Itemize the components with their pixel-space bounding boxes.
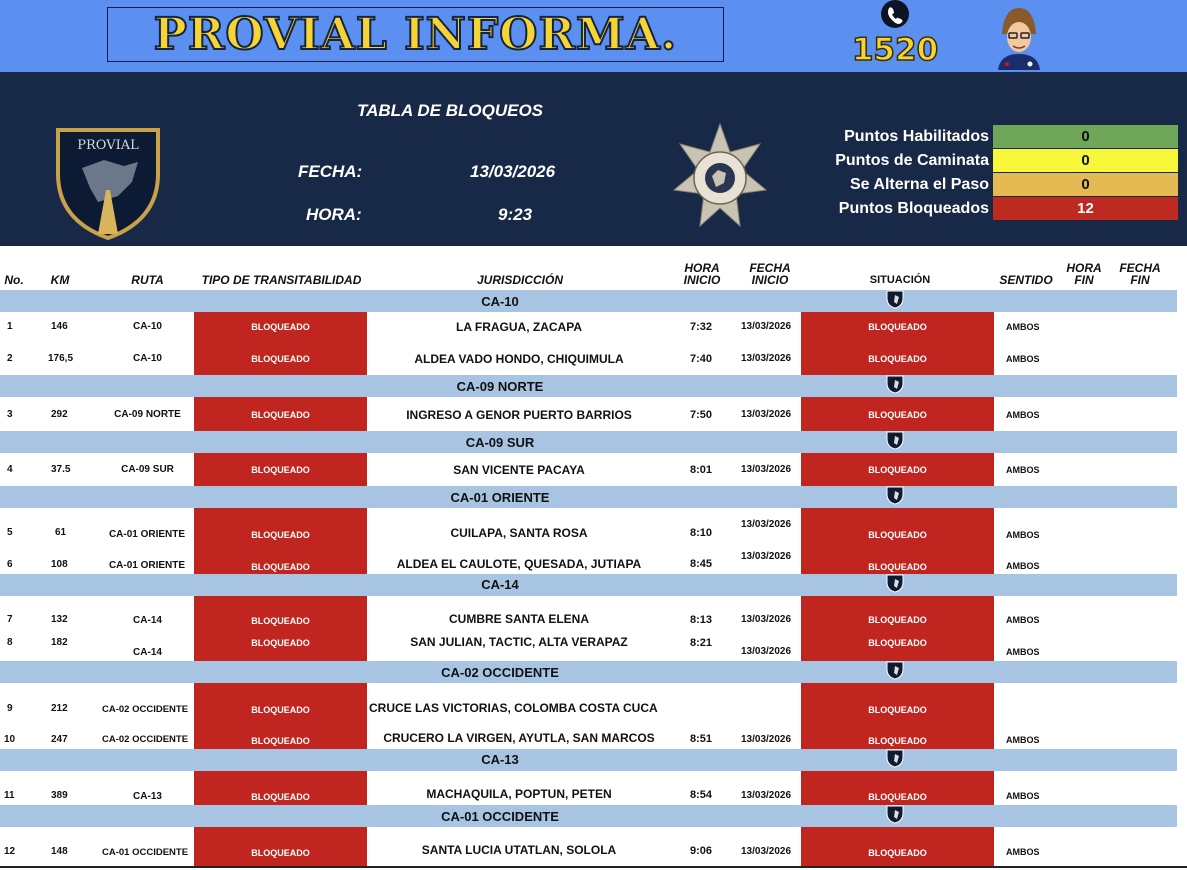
group-name: CA-01 OCCIDENTE: [441, 809, 559, 824]
cell-sentido: AMBOS: [1006, 791, 1040, 801]
fecha-value: 13/03/2026: [470, 162, 556, 181]
provial-mini-shield-icon: [886, 290, 904, 309]
col-header-jurisdiccion: JURISDICCIÓN: [476, 273, 563, 287]
cell-jurisdiccion: ALDEA VADO HONDO, CHIQUIMULA: [414, 352, 624, 366]
cell-situacion: BLOQUEADO: [868, 410, 927, 420]
cell-no: 11: [4, 790, 15, 801]
situacion-block: [801, 596, 994, 661]
cell-fecha-inicio: 13/03/2026: [741, 551, 792, 562]
cell-km: 61: [55, 527, 67, 538]
cell-tipo: BLOQUEADO: [251, 354, 310, 364]
cell-situacion: BLOQUEADO: [868, 354, 927, 364]
cell-no: 10: [4, 734, 16, 745]
cell-no: 1: [7, 321, 13, 332]
cell-tipo: BLOQUEADO: [251, 705, 310, 715]
cell-jurisdiccion: MACHAQUILA, POPTUN, PETEN: [426, 787, 612, 801]
status-label: Puntos Habilitados: [844, 128, 989, 145]
cell-hora-inicio: 8:45: [690, 558, 713, 570]
top-banner: [0, 0, 1187, 72]
cell-situacion: BLOQUEADO: [868, 792, 927, 802]
table-bottom-border: [0, 866, 1187, 868]
status-value: 0: [993, 125, 1178, 148]
col-header-situacion: SITUACIÓN: [869, 274, 931, 286]
cell-ruta: CA-01 ORIENTE: [108, 560, 186, 571]
cell-fecha-inicio: 13/03/2026: [741, 464, 792, 475]
cell-ruta: CA-09 SUR: [121, 464, 174, 475]
cell-km: 176,5: [48, 353, 74, 364]
cell-ruta: CA-01 OCCIDENTE: [102, 847, 189, 858]
cell-no: 2: [7, 353, 13, 364]
cell-jurisdiccion: SAN JULIAN, TACTIC, ALTA VERAPAZ: [410, 635, 628, 649]
cell-sentido: AMBOS: [1006, 615, 1040, 625]
col-header-fecha-inicio: FECHA INICIO: [749, 261, 791, 287]
phone-number: 1520: [851, 32, 939, 68]
group-row: [0, 661, 1177, 683]
cell-hora-inicio: 7:50: [690, 409, 713, 421]
status-label: Puntos de Caminata: [835, 152, 989, 169]
cell-no: 6: [7, 559, 13, 570]
cell-situacion: BLOQUEADO: [868, 530, 927, 540]
cell-km: 37.5: [51, 464, 71, 475]
cell-tipo: BLOQUEADO: [251, 322, 310, 332]
cell-sentido: AMBOS: [1006, 354, 1040, 364]
col-header-fecha-fin: FECHA FIN: [1119, 261, 1161, 287]
cell-km: 132: [51, 614, 68, 625]
cell-no: 5: [7, 527, 13, 538]
tipo-block: [194, 596, 367, 661]
cell-no: 3: [7, 409, 13, 420]
cell-tipo: BLOQUEADO: [251, 736, 310, 746]
cell-tipo: BLOQUEADO: [251, 530, 310, 540]
group-row: [0, 290, 1177, 312]
cell-km: 292: [51, 409, 68, 420]
cell-fecha-inicio: 13/03/2026: [741, 846, 792, 857]
cell-no: 12: [4, 846, 16, 857]
cell-fecha-inicio: 13/03/2026: [741, 790, 792, 801]
brand-title: PROVIAL INFORMA.: [153, 9, 678, 60]
cell-hora-inicio: 8:01: [690, 464, 713, 476]
cell-no: 9: [7, 703, 13, 714]
cell-hora-inicio: 7:32: [690, 321, 713, 333]
cell-jurisdiccion: SAN VICENTE PACAYA: [453, 463, 585, 477]
status-label: Se Alterna el Paso: [849, 176, 989, 193]
brand-title-box: [107, 7, 724, 62]
hora-label: HORA:: [306, 205, 362, 224]
group-name: CA-02 OCCIDENTE: [441, 665, 559, 680]
cell-hora-inicio: 8:54: [690, 789, 713, 801]
cell-jurisdiccion: INGRESO A GENOR PUERTO BARRIOS: [406, 408, 632, 422]
group-row: [0, 375, 1177, 397]
cell-km: 389: [51, 790, 68, 801]
provial-mini-shield-icon: [886, 375, 904, 394]
cell-km: 247: [51, 734, 68, 745]
group-name: CA-01 ORIENTE: [450, 490, 550, 505]
cell-no: 8: [7, 637, 13, 648]
group-name: CA-10: [481, 294, 519, 309]
cell-hora-inicio: 8:10: [690, 527, 713, 539]
group-name: CA-14: [481, 577, 519, 592]
cell-ruta: CA-13: [133, 791, 162, 802]
cell-tipo: BLOQUEADO: [251, 848, 310, 858]
cell-fecha-inicio: 13/03/2026: [741, 353, 792, 364]
mascot-avatar-icon: [994, 4, 1044, 70]
fecha-label: FECHA:: [298, 162, 363, 181]
provial-mini-shield-icon: [886, 749, 904, 768]
cell-tipo: BLOQUEADO: [251, 638, 310, 648]
provial-mini-shield-icon: [886, 661, 904, 680]
cell-jurisdiccion: SANTA LUCIA UTATLAN, SOLOLA: [421, 843, 617, 857]
col-header-sentido: SENTIDO: [999, 273, 1053, 287]
provial-shield-icon: [52, 124, 164, 242]
svg-text:PROVIAL: PROVIAL: [77, 138, 139, 153]
cell-fecha-inicio: 13/03/2026: [741, 646, 792, 657]
group-name: CA-09 SUR: [465, 435, 535, 450]
col-header-tipo: TIPO DE TRANSITABILIDAD: [201, 273, 362, 287]
cell-hora-inicio: 8:51: [690, 733, 713, 745]
cell-tipo: BLOQUEADO: [251, 410, 310, 420]
cell-ruta: CA-14: [133, 615, 162, 626]
cell-tipo: BLOQUEADO: [251, 562, 310, 572]
situacion-block: [801, 827, 994, 866]
status-value: 0: [993, 173, 1178, 196]
cell-jurisdiccion: CRUCE LAS VICTORIAS, COLOMBA COSTA CUCA: [369, 701, 658, 715]
panel-title: TABLA DE BLOQUEOS: [356, 101, 544, 120]
cell-km: 148: [51, 846, 68, 857]
cell-jurisdiccion: CRUCERO LA VIRGEN, AYUTLA, SAN MARCOS: [383, 731, 655, 745]
cell-ruta: CA-02 OCCIDENTE: [102, 734, 189, 745]
cell-ruta: CA-09 NORTE: [114, 409, 181, 420]
police-star-badge-icon: [672, 122, 768, 240]
status-label: Puntos Bloqueados: [838, 200, 989, 217]
cell-no: 7: [7, 614, 13, 625]
phone-icon: [878, 0, 912, 30]
cell-hora-inicio: 9:06: [690, 845, 713, 857]
cell-fecha-inicio: 13/03/2026: [741, 734, 792, 745]
status-value: 0: [993, 149, 1178, 172]
cell-ruta: CA-14: [133, 647, 162, 658]
cell-jurisdiccion: CUMBRE SANTA ELENA: [449, 612, 589, 626]
cell-ruta: CA-01 ORIENTE: [108, 529, 186, 540]
provial-mini-shield-icon: [886, 431, 904, 450]
cell-situacion: BLOQUEADO: [868, 465, 927, 475]
group-row: [0, 574, 1177, 596]
cell-sentido: AMBOS: [1006, 410, 1040, 420]
cell-km: 212: [51, 703, 68, 714]
cell-fecha-inicio: 13/03/2026: [741, 321, 792, 332]
cell-situacion: BLOQUEADO: [868, 705, 927, 715]
cell-sentido: AMBOS: [1006, 735, 1040, 745]
cell-situacion: BLOQUEADO: [868, 322, 927, 332]
cell-ruta: CA-02 OCCIDENTE: [102, 704, 189, 715]
provial-mini-shield-icon: [886, 486, 904, 505]
group-row: [0, 431, 1177, 453]
cell-tipo: BLOQUEADO: [251, 616, 310, 626]
cell-hora-inicio: 8:13: [690, 614, 713, 626]
provial-mini-shield-icon: [886, 574, 904, 593]
cell-jurisdiccion: CUILAPA, SANTA ROSA: [450, 526, 588, 540]
group-row: [0, 486, 1177, 508]
cell-fecha-inicio: 13/03/2026: [741, 519, 792, 530]
group-name: CA-13: [481, 752, 519, 767]
cell-sentido: AMBOS: [1006, 465, 1040, 475]
cell-situacion: BLOQUEADO: [868, 638, 927, 648]
cell-situacion: BLOQUEADO: [868, 562, 927, 572]
cell-fecha-inicio: 13/03/2026: [741, 409, 792, 420]
cell-sentido: AMBOS: [1006, 561, 1040, 571]
cell-situacion: BLOQUEADO: [868, 615, 927, 625]
group-row: [0, 805, 1177, 827]
cell-sentido: AMBOS: [1006, 847, 1040, 857]
group-name: CA-09 NORTE: [456, 379, 544, 394]
cell-sentido: AMBOS: [1006, 530, 1040, 540]
cell-fecha-inicio: 13/03/2026: [741, 614, 792, 625]
cell-jurisdiccion: LA FRAGUA, ZACAPA: [456, 320, 582, 334]
cell-jurisdiccion: ALDEA EL CAULOTE, QUESADA, JUTIAPA: [396, 557, 642, 571]
cell-sentido: AMBOS: [1006, 647, 1040, 657]
cell-km: 108: [51, 559, 68, 570]
cell-tipo: BLOQUEADO: [251, 792, 310, 802]
col-header-no: No.: [4, 273, 24, 287]
col-header-hora-inicio: HORA INICIO: [683, 261, 721, 287]
group-row: [0, 749, 1177, 771]
provial-mini-shield-icon: [886, 805, 904, 824]
cell-km: 146: [51, 321, 68, 332]
col-header-km: KM: [50, 273, 70, 287]
col-header-ruta: RUTA: [131, 273, 164, 287]
status-value: 12: [993, 197, 1178, 220]
cell-situacion: BLOQUEADO: [868, 736, 927, 746]
cell-situacion: BLOQUEADO: [868, 848, 927, 858]
cell-km: 182: [51, 637, 68, 648]
cell-sentido: AMBOS: [1006, 322, 1040, 332]
cell-ruta: CA-10: [133, 321, 162, 332]
tipo-block: [194, 827, 367, 866]
hora-value: 9:23: [498, 205, 533, 224]
cell-no: 4: [7, 464, 13, 475]
cell-ruta: CA-10: [133, 353, 162, 364]
col-header-hora-fin: HORA FIN: [1066, 261, 1102, 287]
cell-hora-inicio: 8:21: [690, 637, 713, 649]
cell-hora-inicio: 7:40: [690, 353, 713, 365]
cell-tipo: BLOQUEADO: [251, 465, 310, 475]
